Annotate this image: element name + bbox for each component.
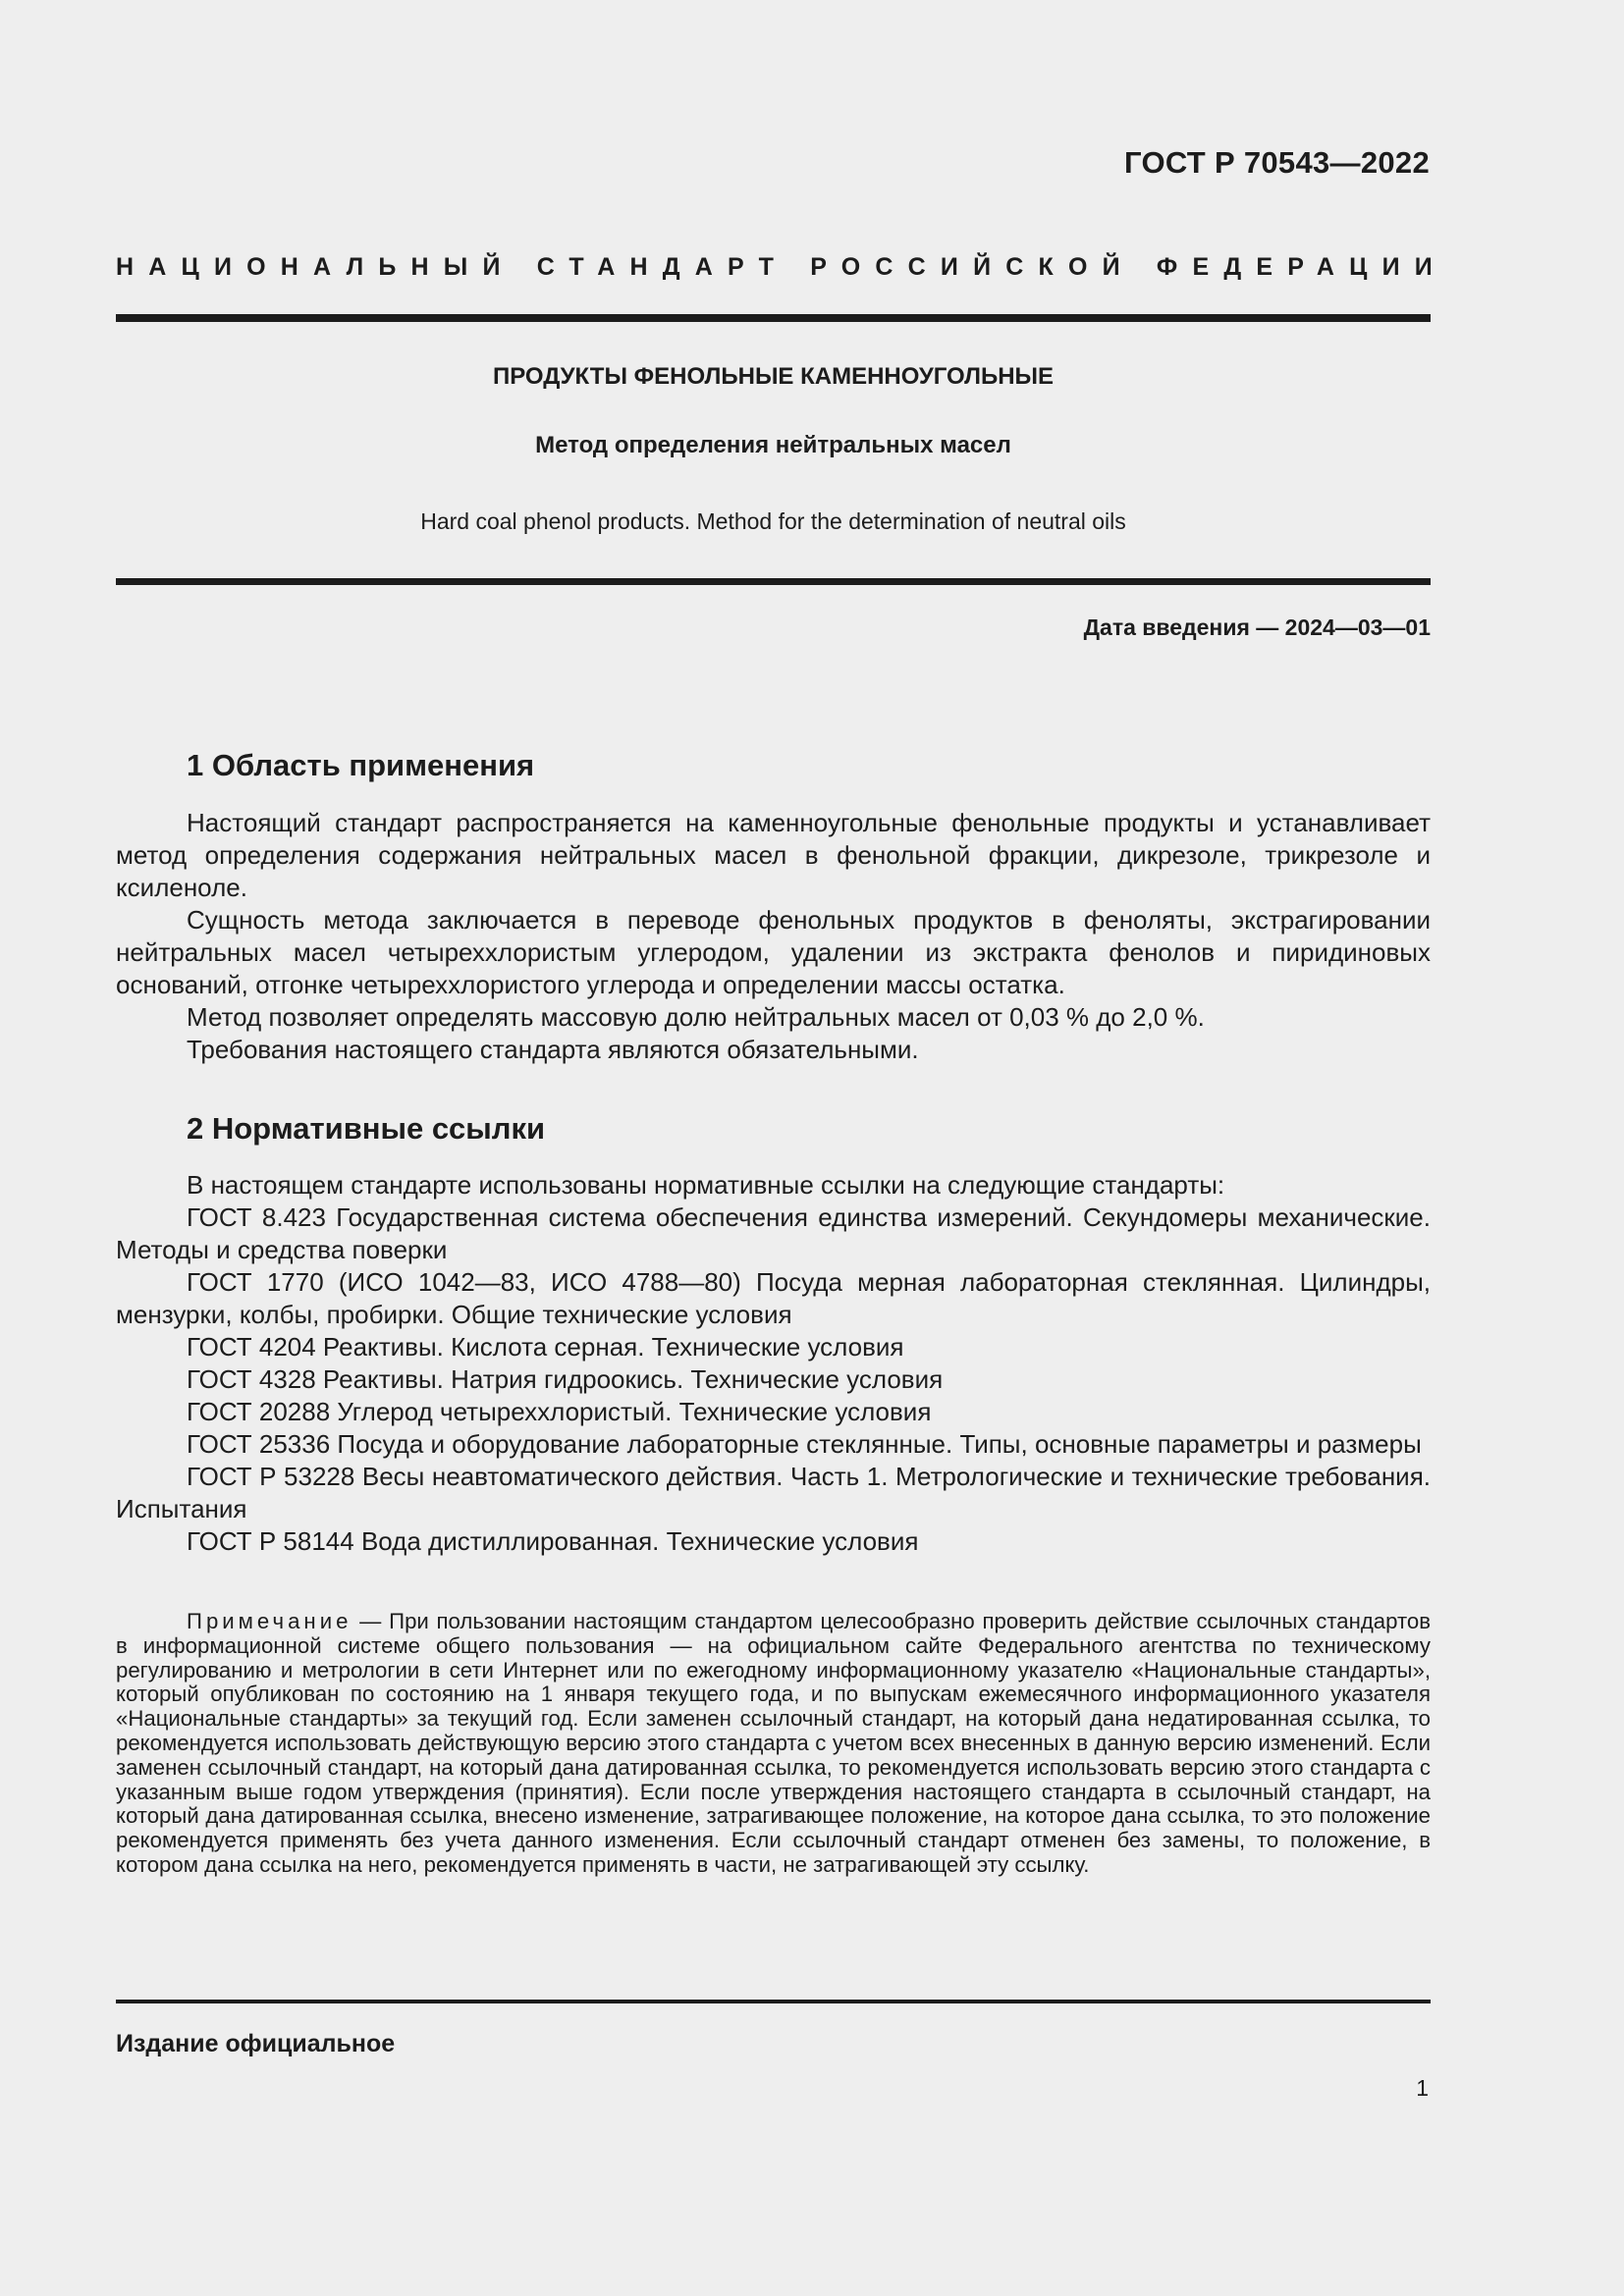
reference-item: ГОСТ 4204 Реактивы. Кислота серная. Технические условия: [187, 1332, 904, 1362]
document-title: ПРОДУКТЫ ФЕНОЛЬНЫЕ КАМЕННОУГОЛЬНЫЕ: [492, 363, 1055, 390]
section-2-heading: 2 Нормативные ссылки: [187, 1111, 546, 1146]
english-title: Hard coal phenol products. Method for the determination of neutral oils: [420, 508, 1126, 534]
national-standard-banner: НАЦИОНАЛЬНЫЙ СТАНДАРТ РОССИЙСКОЙ ФЕДЕРАЦИИ: [116, 253, 1447, 281]
section-1-body: [116, 807, 1431, 1066]
note-label: Примечание: [187, 1609, 352, 1633]
paragraph: Требования настоящего стандарта являются обязательными.: [187, 1035, 919, 1064]
paragraph: Настоящий стандарт распространяется на каменноугольные фенольные продукты и устанавливает метод определения содержания нейтральных масел в фенольной фракции, дикрезоле, трикрезоле и ксиленоле.: [116, 808, 1431, 902]
page-number: 1: [1416, 2075, 1429, 2101]
section-1-heading: 1 Область применения: [187, 748, 535, 782]
paragraph: Сущность метода заключается в переводе фенольных продуктов в феноляты, экстрагировании нейтральных масел четыреххлористым углеродом, удалении из экстракта фенолов и пиридиновых оснований, отгонке четыреххлористого углерода и определении массы остатка.: [116, 905, 1431, 999]
reference-item: ГОСТ 20288 Углерод четыреххлористый. Технические условия: [187, 1397, 932, 1426]
reference-item: ГОСТ 4328 Реактивы. Натрия гидроокись. Технические условия: [187, 1364, 944, 1394]
note-block: [116, 1610, 1431, 1878]
top-divider: [116, 314, 1431, 322]
reference-item: ГОСТ 25336 Посуда и оборудование лабораторные стеклянные. Типы, основные параметры и размеры: [187, 1429, 1422, 1459]
reference-item: ГОСТ Р 58144 Вода дистиллированная. Технические условия: [187, 1526, 919, 1556]
title-divider: [116, 578, 1431, 585]
official-edition-label: Издание официальное: [116, 2030, 396, 2057]
standard-number: ГОСТ Р 70543—2022: [1124, 145, 1430, 180]
document-subtitle: Метод определения нейтральных масел: [535, 432, 1011, 458]
references-intro: В настоящем стандарте использованы нормативные ссылки на следующие стандарты:: [187, 1170, 1225, 1200]
footer-divider: [116, 2000, 1431, 2003]
reference-item: ГОСТ 8.423 Государственная система обеспечения единства измерений. Секундомеры механические. Методы и средства поверки: [116, 1202, 1431, 1264]
note-paragraph: [116, 1610, 1431, 1878]
reference-item: ГОСТ 1770 (ИСО 1042—83, ИСО 4788—80) Посуда мерная лабораторная стеклянная. Цилиндры, мензурки, колбы, пробирки. Общие технические условия: [116, 1267, 1431, 1329]
note-text: — При пользовании настоящим стандартом целесообразно проверить действие ссылочных стандартов в информационной системе общего пользования — на официальном сайте Федерального агентства по техническому регулированию и метрологии в сети Интернет или по ежегодному информационному указателю «Национальные стандарты», который опубликован по состоянию на 1 января текущего года, и по выпускам ежемесячного информационного указателя «Национальные стандарты» за текущий год. Если заменен ссылочный стандарт, на который дана недатированная ссылка, то рекомендуется использовать действующую версию этого стандарта с учетом всех внесенных в данную версию изменений. Если заменен ссылочный стандарт, на который дана датированная ссылка, то рекомендуется использовать версию этого стандарта с указанным выше годом утверждения (принятия). Если после утверждения настоящего стандарта в ссылочный стандарт, на который дана датированная ссылка, внесено изменение, затрагивающее положение, на которое дана ссылка, то это положение рекомендуется применять без учета данного изменения. Если ссылочный стандарт отменен без замены, то положение, в котором дана ссылка на него, рекомендуется применять в части, не затрагивающей эту ссылку.: [116, 1609, 1431, 1877]
reference-item: ГОСТ Р 53228 Весы неавтоматического действия. Часть 1. Метрологические и технические требования. Испытания: [116, 1462, 1431, 1523]
introduction-date: Дата введения — 2024—03—01: [1083, 614, 1431, 640]
section-2-body: [116, 1169, 1431, 1558]
paragraph: Метод позволяет определять массовую долю нейтральных масел от 0,03 % до 2,0 %.: [187, 1002, 1205, 1032]
